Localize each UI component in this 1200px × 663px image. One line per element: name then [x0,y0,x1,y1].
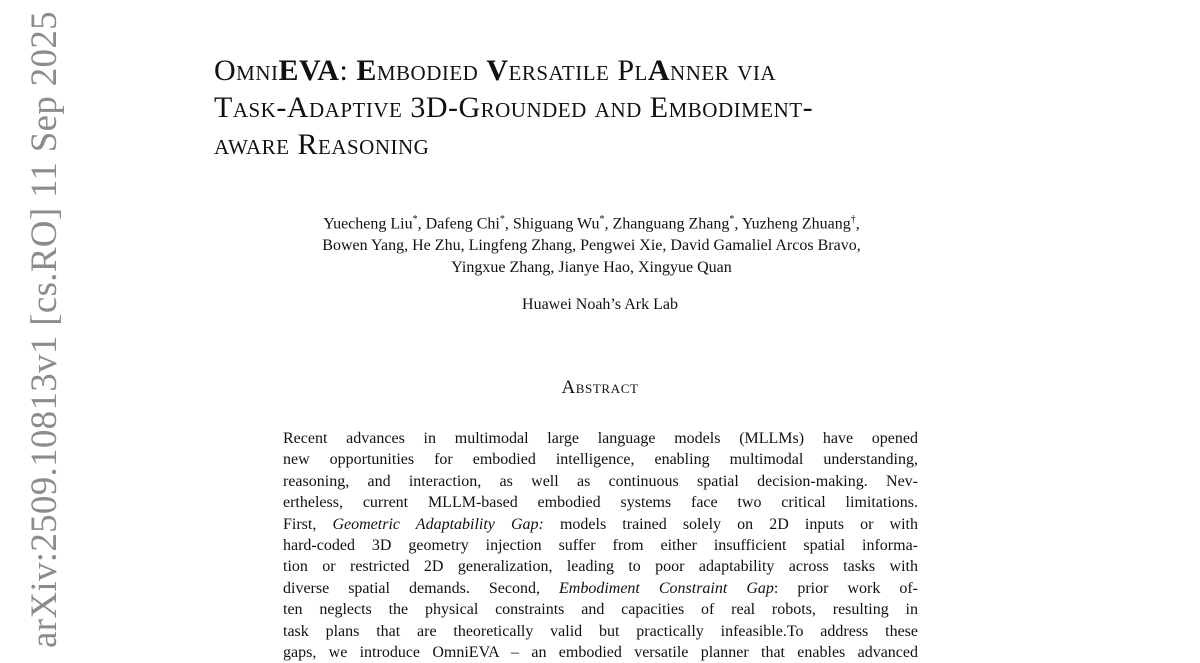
abstract-emphasis: Geometric Adaptability Gap: [332,515,544,533]
abstract-line: diverse spatial demands. Second, Embodiment Constraint Gap: prior work of- [283,579,918,597]
title-line-3: aware Reasoning [214,128,430,161]
paper-title [214,52,994,163]
author-footnote-marker: * [599,214,605,225]
author-footnote-marker: † [850,214,856,225]
author-list [0,209,1183,279]
abstract-line: tion or restricted 2D generalization, leading to poor adaptability across tasks with [283,558,918,576]
abstract-line: Recent advances in multimodal large language models (MLLMs) have opened [283,430,918,447]
author-footnote-marker: * [412,214,418,225]
author-line-2: Bowen Yang, He Zhu, Lingfeng Zhang, Pengwei Xie, David Gamaliel Arcos Bravo, [322,237,861,255]
abstract-line: gaps, we introduce OmniEVA – an embodied versatile planner that enables advanced [283,643,918,661]
abstract-body [283,428,918,663]
abstract-line: First, Geometric Adaptability Gap: models trained solely on 2D inputs or with [283,515,918,533]
abstract-line: ertheless, current MLLM-based embodied systems face two critical limitations. [283,494,918,512]
affiliation: Huawei Noah’s Ark Lab [522,296,678,313]
title-line-2: Task-Adaptive 3D-Grounded and Embodiment- [214,91,814,124]
abstract-line: hard-coded 3D geometry injection suffer from either insufficient spatial informa- [283,536,918,554]
title-line-1: OmniEVA: Embodied Versatile PlAnner via [214,54,777,87]
abstract-line: new opportunities for embodied intelligence, enabling multimodal understanding, [283,451,918,469]
arxiv-identifier-stamp: arXiv:2509.10813v1 [cs.RO] 11 Sep 2025 [24,11,65,648]
abstract-emphasis: Embodiment Constraint Gap [558,579,774,597]
abstract-line: task plans that are theoretically valid but practically infeasible.To address these [283,622,918,640]
author-footnote-marker: * [729,214,735,225]
author-footnote-marker: * [499,214,505,225]
abstract-line: ten neglects the physical constraints and capacities of real robots, resulting in [283,601,918,619]
abstract-heading: Abstract [561,377,639,398]
abstract-line: reasoning, and interaction, as well as continuous spatial decision-making. Nev- [283,472,918,490]
author-line-3: Yingxue Zhang, Jianye Hao, Xingyue Quan [451,259,732,277]
author-line-1: Yuecheng Liu*, Dafeng Chi*, Shiguang Wu*, Zhanguang Zhang*, Yuzheng Zhuang†, [323,214,860,233]
